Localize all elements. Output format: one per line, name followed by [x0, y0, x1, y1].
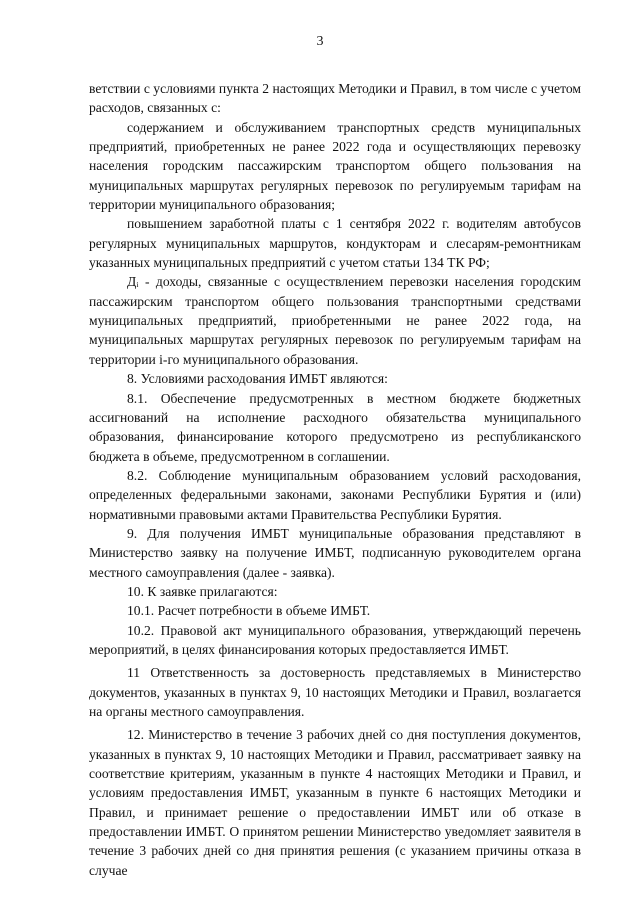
paragraph: Дᵢ - доходы, связанные с осуществлением перевозки населения городским пассажирским транспортом общего пользования транспортными средствами муниципальных предприятий, приобретенными не ранее 2022 года, на муниципальных маршрутах регулярных перевозок по регулируемым тарифам на территории i-го муниципального образования.: [89, 274, 581, 367]
paragraph: 10.2. Правовой акт муниципального образования, утверждающий перечень мероприятий, в целях финансирования которых предоставляется ИМБТ.: [89, 622, 581, 657]
document-body: [89, 79, 581, 880]
paragraph: 8. Условиями расходования ИМБТ являются:: [127, 371, 388, 387]
paragraph: 8.2. Соблюдение муниципальным образованием условий расходования, определенных федеральными законами, законами Республики Бурятия и (или) нормативными правовыми актами Правительства Республики Бурятия.: [89, 467, 581, 522]
paragraph: 8.1. Обеспечение предусмотренных в местном бюджете бюджетных ассигнований на исполнение расходного обязательства муниципального образования, финансирование которого предусмотрено из республиканского бюджета в объеме, предусмотренном в соглашении.: [89, 390, 581, 464]
page-number: 3: [316, 34, 324, 49]
paragraph: ветствии с условиями пункта 2 настоящих Методики и Правил, в том числе с учетом расходов, связанных с:: [89, 81, 581, 116]
paragraph: 11 Ответственность за достоверность представляемых в Министерство документов, указанных в пунктах 9, 10 настоящих Методики и Правил, возлагается на органы местного самоуправления.: [89, 665, 581, 719]
paragraph: 12. Министерство в течение 3 рабочих дней со дня поступления документов, указанных в пунктах 9, 10 настоящих Методики и Правил, рассматривает заявку на соответствие критериям, указанным в пункте 4 настоящих Методики и Правил, и условиям предоставления ИМБТ, указанным в пункте 6 настоящих Методики и Правил, и принимает решение о предоставлении ИМБТ или об отказе в предоставлении ИМБТ. О принятом решении Министерство уведомляет заявителя в течение 3 рабочих дней со дня принятия решения (с указанием причины отказа в случае: [89, 727, 581, 878]
paragraph: повышением заработной платы с 1 сентября 2022 г. водителям автобусов регулярных муниципальных маршрутов, кондукторам и слесарям-ремонтникам указанных муниципальных предприятий с учетом статьи 134 ТК РФ;: [89, 216, 581, 271]
paragraph: 10.1. Расчет потребности в объеме ИМБТ.: [127, 603, 371, 619]
paragraph: 10. К заявке прилагаются:: [127, 583, 278, 599]
paragraph: содержанием и обслуживанием транспортных средств муниципальных предприятий, приобретенных не ранее 2022 года и осуществляющих перевозку населения городским пассажирским транспортом общего пользования на муниципальных маршрутах регулярных перевозок по регулируемым тарифам на территории муниципального образования;: [89, 119, 581, 213]
paragraph: 9. Для получения ИМБТ муниципальные образования представляют в Министерство заявку на получение ИМБТ, подписанную руководителем органа местного самоуправления (далее - заявка).: [89, 525, 581, 580]
